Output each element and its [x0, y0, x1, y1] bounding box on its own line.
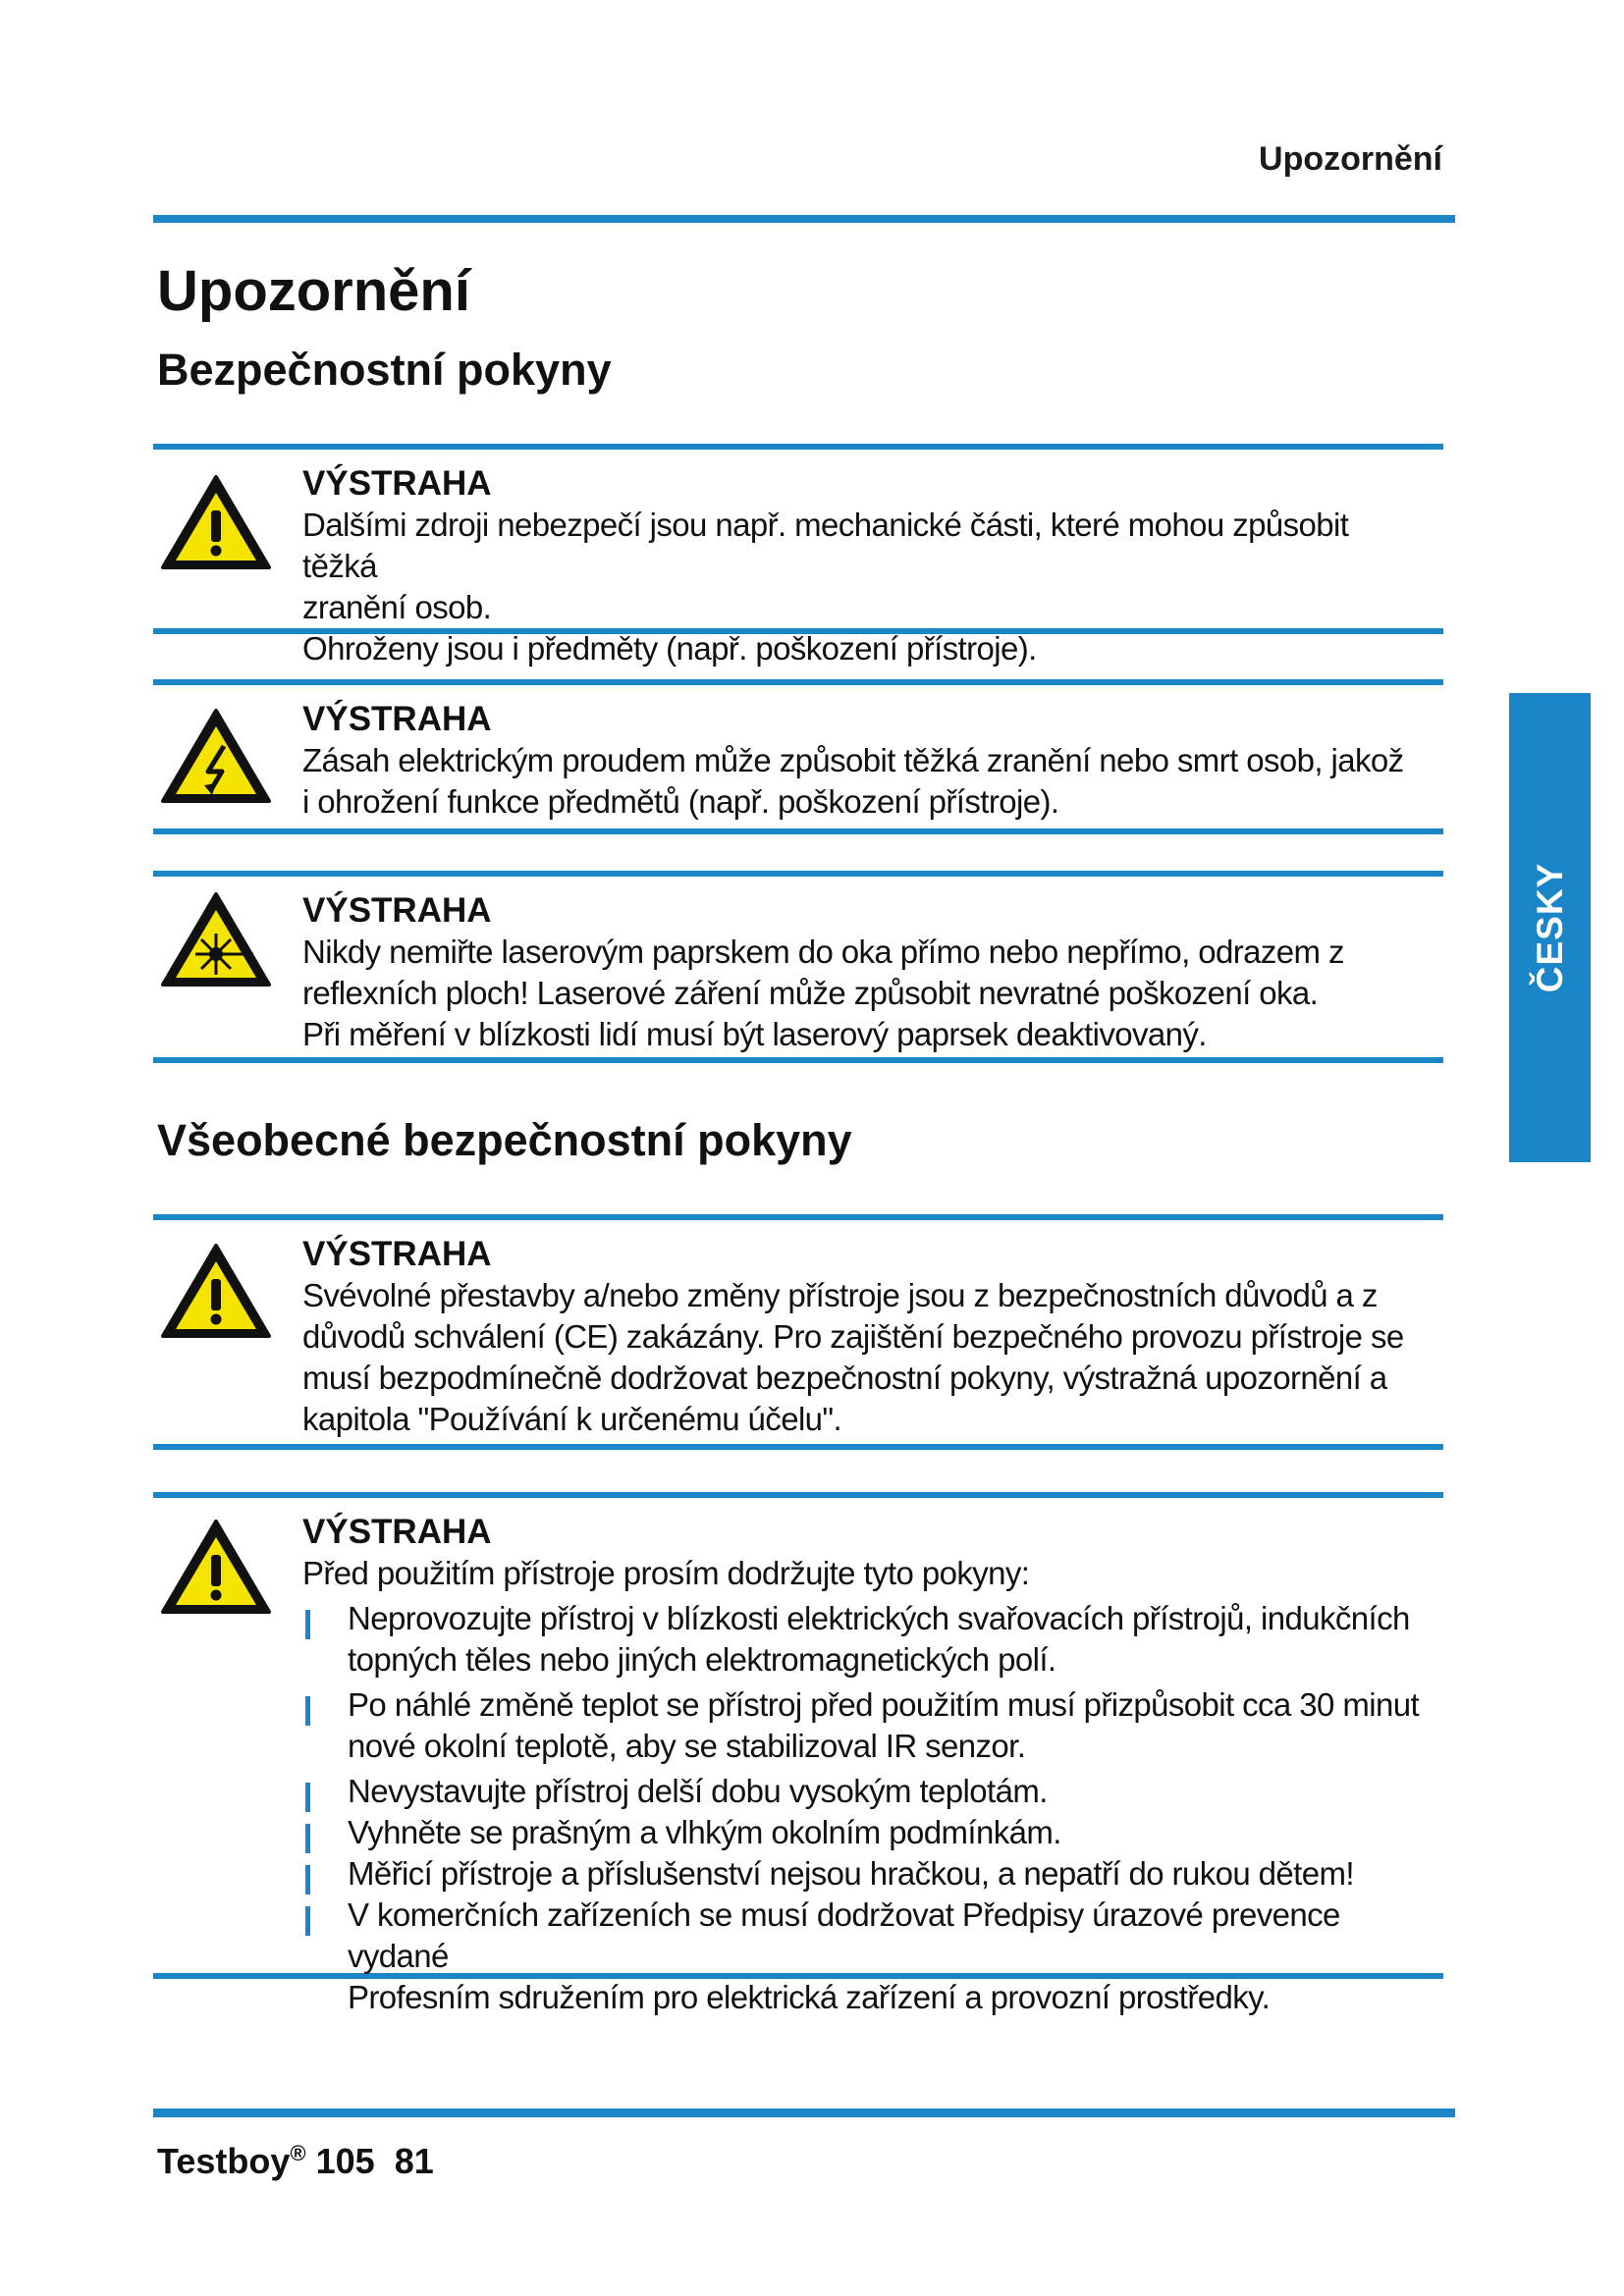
page-number: 81 — [394, 2141, 434, 2181]
general-warning-icon — [159, 1242, 273, 1340]
instruction-list — [302, 1598, 1424, 2018]
footer-rule — [153, 2109, 1455, 2117]
bullet-marker — [305, 1824, 310, 1853]
warning-text: Nikdy nemiřte laserovým paprskem do oka přímo nebo nepřímo, odrazem z reflexních ploch! Laserové záření může způsobit nevratné poškození oka. Při měření v blízkosti lidí musí být laserový paprsek deaktivovaný. — [302, 934, 1344, 1052]
warning-box — [153, 1492, 1443, 2015]
registered-mark: ® — [290, 2141, 306, 2165]
warning-box — [153, 871, 1443, 1063]
language-tab — [1509, 693, 1591, 1162]
language-tab-label: ČESKY — [1529, 862, 1570, 993]
bullet-marker — [305, 1783, 310, 1812]
section-heading-safety: Bezpečnostní pokyny — [157, 345, 612, 395]
warning-text: Zásah elektrickým proudem může způsobit těžká zranění nebo smrt osob, jakož i ohrožení funkce předmětů (např. poškození přístroje). — [302, 742, 1404, 820]
footer — [157, 2141, 434, 2182]
warning-title: VÝSTRAHA — [302, 891, 492, 930]
page-title: Upozornění — [157, 259, 470, 323]
warning-title: VÝSTRAHA — [302, 700, 492, 738]
laser-hazard-icon — [159, 890, 273, 988]
warning-text: Před použitím přístroje prosím dodržujte tyto pokyny: — [302, 1555, 1030, 1591]
bullet-marker — [305, 1865, 310, 1895]
list-item: V komerčních zařízeních se musí dodržovat Předpisy úrazové prevence vydané Profesním sdružením pro elektrická zařízení a provozní prostředky. — [302, 1895, 1424, 2018]
general-warning-icon — [159, 473, 273, 571]
list-item: Po náhlé změně teplot se přístroj před použitím musí přizpůsobit cca 30 minut nové okolní teplotě, aby se stabilizoval IR senzor. — [302, 1684, 1424, 1767]
footer-model: 105 — [315, 2141, 375, 2181]
section-heading-general-safety: Všeobecné bezpečnostní pokyny — [157, 1115, 852, 1165]
warning-box — [153, 444, 1443, 667]
warning-box — [153, 1214, 1443, 1450]
warning-box — [153, 679, 1443, 834]
bullet-marker — [305, 1906, 310, 1936]
warning-text: Svévolné přestavby a/nebo změny přístroje jsou z bezpečnostních důvodů a z důvodů schválení (CE) zakázány. Pro zajištění bezpečného provozu přístroje se musí bezpodmínečně dodržovat bezpečnostní pokyny, výstražná upozornění a kapitola "Používání k určenému účelu". — [302, 1277, 1404, 1437]
electrical-hazard-icon — [159, 707, 273, 805]
bullet-marker — [305, 1610, 310, 1639]
list-item: Neprovozujte přístroj v blízkosti elektrických svařovacích přístrojů, indukčních topných těles nebo jiných elektromagnetických polí. — [302, 1598, 1424, 1681]
list-item: Vyhněte se prašným a vlhkým okolním podmínkám. — [302, 1812, 1424, 1853]
warning-title: VÝSTRAHA — [302, 464, 492, 503]
list-item: Měřicí přístroje a příslušenství nejsou hračkou, a nepatří do rukou dětem! — [302, 1853, 1424, 1895]
running-header: Upozornění — [1259, 140, 1442, 178]
warning-title: VÝSTRAHA — [302, 1235, 492, 1273]
header-rule — [153, 215, 1455, 223]
footer-brand: Testboy — [157, 2141, 291, 2181]
general-warning-icon — [159, 1518, 273, 1616]
list-item: Nevystavujte přístroj delší dobu vysokým teplotám. — [302, 1771, 1424, 1812]
warning-text: Dalšími zdroji nebezpečí jsou např. mechanické části, které mohou způsobit těžká zranění osob. Ohroženy jsou i předměty (např. poškození přístroje). — [302, 507, 1349, 667]
warning-title: VÝSTRAHA — [302, 1513, 492, 1551]
bullet-marker — [305, 1696, 310, 1726]
